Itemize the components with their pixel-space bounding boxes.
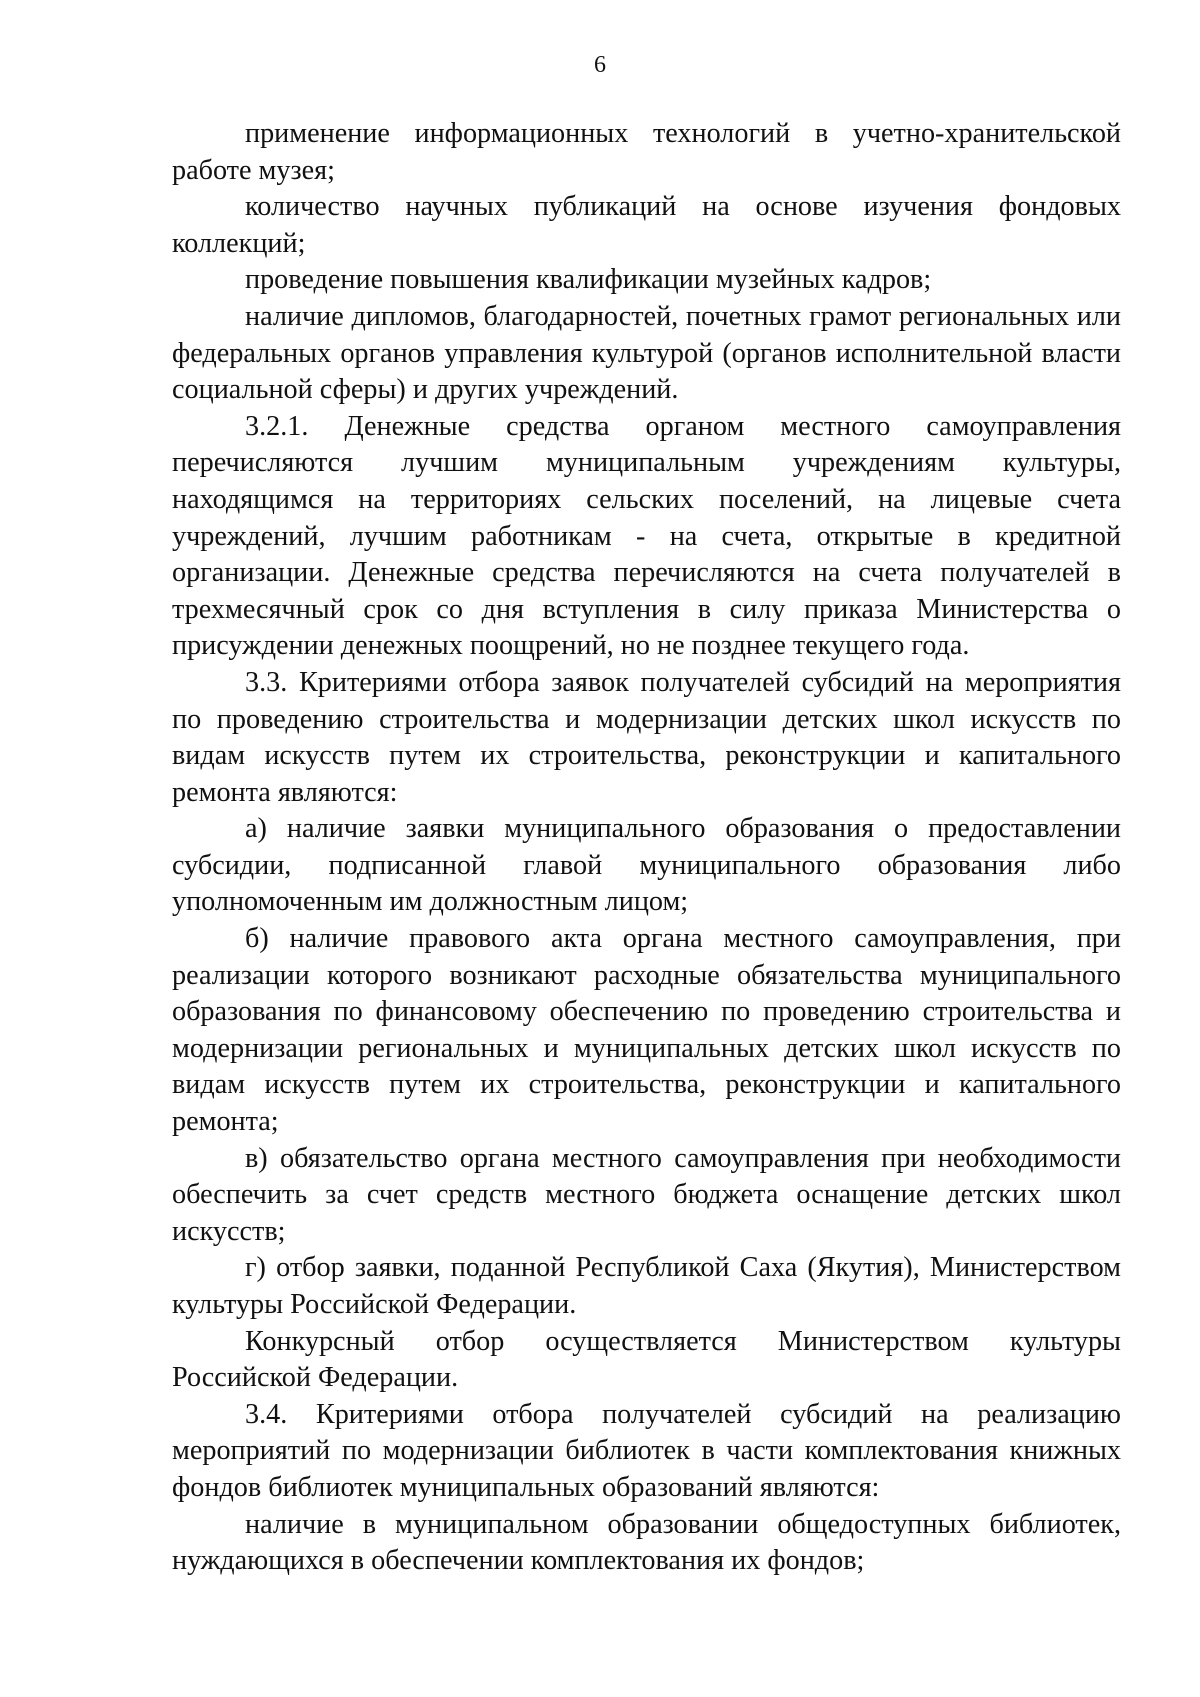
paragraph-3-4: 3.4. Критериями отбора получателей субсидий на реализацию мероприятий по модернизации библиотек в части комплектования книжных фондов библиотек муниципальных образований являются: xyxy=(172,1398,1121,1503)
paragraph-qualification: проведение повышения квалификации музейных кадров; xyxy=(245,264,932,296)
paragraph-item-g: г) отбор заявки, поданной Республикой Саха (Якутия), Министерством культуры Российской Федерации. xyxy=(172,1252,1121,1320)
paragraph-diplomas: наличие дипломов, благодарностей, почетных грамот региональных или федеральных органов управления культурой (органов исполнительной власти социальной сферы) и других учреждений. xyxy=(172,300,1121,406)
paragraph-item-v: в) обязательство органа местного самоуправления при необходимости обеспечить за счет средств местного бюджета оснащение детских школ искусств; xyxy=(172,1142,1121,1247)
paragraph-publications: количество научных публикаций на основе изучения фондовых коллекций; xyxy=(172,191,1121,259)
paragraph-item-a: а) наличие заявки муниципального образования о предоставлении субсидии, подписанной главой муниципального образования либо уполномоченным им должностным лицом; xyxy=(172,813,1121,918)
paragraph-3-2-1: 3.2.1. Денежные средства органом местного самоуправления перечисляются лучшим муниципальным учреждениям культуры, находящимся на территориях сельских поселений, на лицевые счета учреждений, лучшим работникам - на счета, открытые в кредитной организации. Денежные средства перечисляются на счета получателей в трехмесячный срок со дня вступления в силу приказа Министерства о присуждении денежных поощрений, но не позднее текущего года. xyxy=(172,410,1121,662)
page-number: 6 xyxy=(594,52,606,78)
paragraph-competition: Конкурсный отбор осуществляется Министерством культуры Российской Федерации. xyxy=(172,1325,1121,1394)
paragraph-libraries: наличие в муниципальном образовании общедоступных библиотек, нуждающихся в обеспечении комплектования их фондов; xyxy=(172,1508,1121,1577)
paragraph-item-b: б) наличие правового акта органа местного самоуправления, при реализации которого возникают расходные обязательства муниципального образования по финансовому обеспечению по проведению строительства и модернизации региональных и муниципальных детских школ искусств по видам искусств путем их строительства, реконструкции и капитального ремонта; xyxy=(172,923,1121,1138)
paragraph-3-3: 3.3. Критериями отбора заявок получателей субсидий на мероприятия по проведению строительства и модернизации детских школ искусств по видам искусств путем их строительства, реконструкции и капитального ремонта являются: xyxy=(172,666,1121,808)
paragraph-museum-it: применение информационных технологий в учетно-хранительской работе музея; xyxy=(172,118,1121,186)
document-body xyxy=(172,116,1121,1580)
